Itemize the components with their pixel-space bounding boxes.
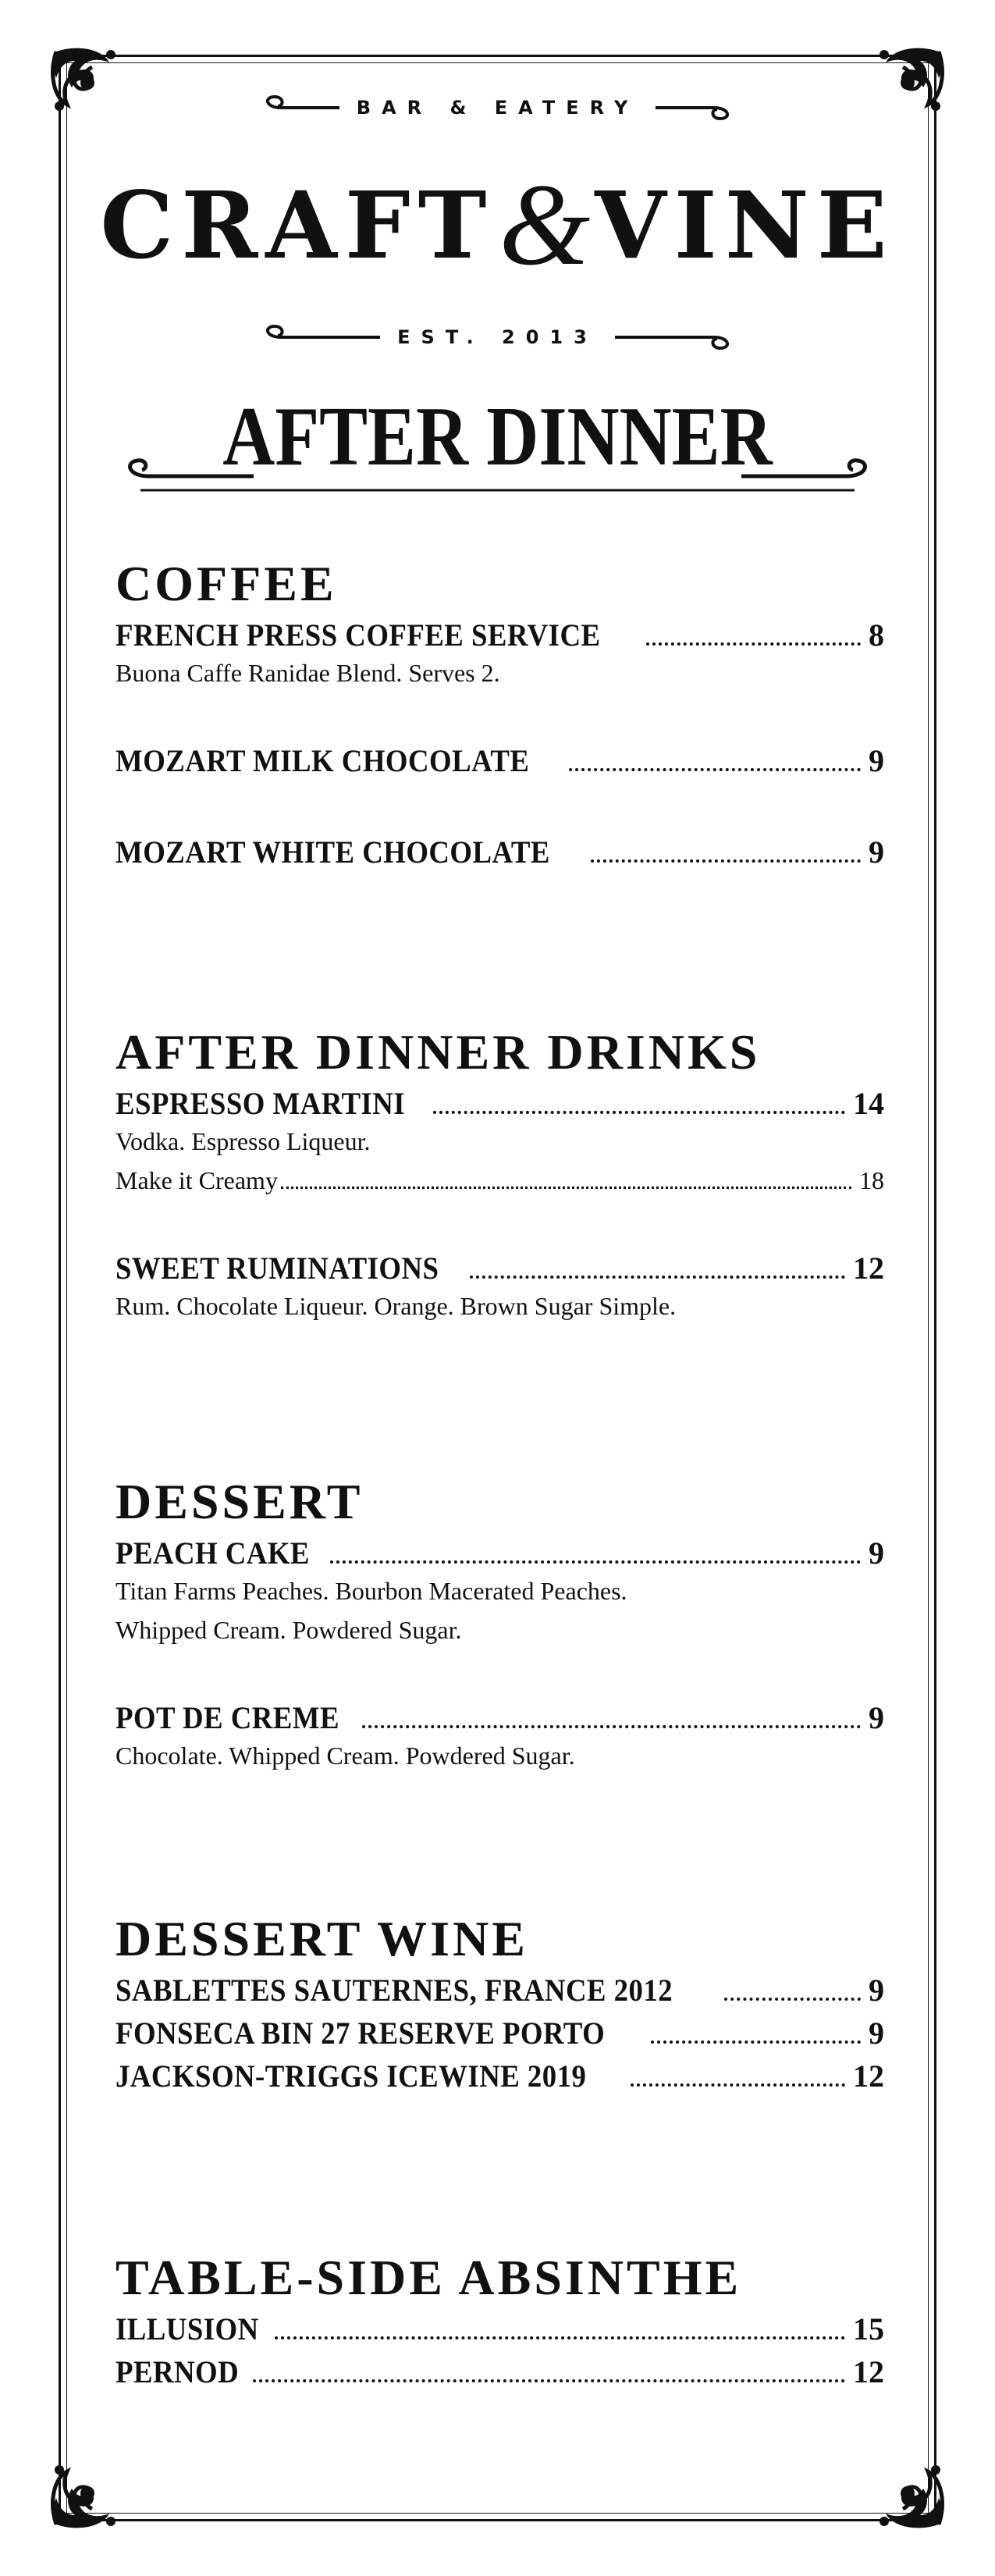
menu-item bbox=[115, 2015, 884, 2051]
item-description: Whipped Cream. Powdered Sugar. bbox=[115, 1616, 462, 1644]
item-price: 9 bbox=[869, 743, 884, 778]
item-description: Rum. Chocolate Liqueur. Orange. Brown Sugar Simple. bbox=[115, 1292, 677, 1320]
menu-item bbox=[115, 2058, 884, 2094]
item-price: 12 bbox=[853, 1251, 884, 1286]
dot-leader bbox=[281, 1187, 851, 1189]
item-price: 8 bbox=[869, 617, 884, 653]
tagline: BAR & EATERY bbox=[339, 97, 656, 119]
established-year: EST. 2013 bbox=[380, 326, 615, 348]
item-price: 15 bbox=[853, 2311, 884, 2347]
item-price: 9 bbox=[869, 2016, 884, 2051]
item-name: MOZART WHITE CHOCOLATE bbox=[115, 834, 550, 870]
section-after-dinner-drinks bbox=[115, 1024, 884, 1375]
corner-flourish-icon bbox=[853, 2439, 947, 2532]
section-dessert bbox=[115, 1474, 884, 1825]
dot-leader bbox=[253, 2379, 845, 2382]
item-name: JACKSON-TRIGGS ICEWINE 2019 bbox=[115, 2058, 587, 2094]
dot-leader bbox=[569, 768, 861, 771]
item-name: SABLETTES SAUTERNES, FRANCE 2012 bbox=[115, 1973, 673, 2008]
item-price: 12 bbox=[853, 2354, 884, 2389]
section-title: AFTER DINNER DRINKS bbox=[115, 1024, 761, 1080]
item-name: ESPRESSO MARTINI bbox=[115, 1086, 406, 1121]
item-price: 14 bbox=[853, 1086, 884, 1121]
variant-name: Make it Creamy bbox=[115, 1166, 278, 1194]
item-description: Vodka. Espresso Liqueur. bbox=[115, 1127, 371, 1155]
item-description: Buona Caffe Ranidae Blend. Serves 2. bbox=[115, 659, 500, 687]
dot-leader bbox=[651, 2041, 861, 2044]
corner-flourish-icon bbox=[853, 44, 947, 137]
item-price: 12 bbox=[853, 2058, 884, 2094]
menu-item bbox=[115, 1972, 884, 2008]
corner-flourish-icon bbox=[48, 2439, 142, 2532]
item-name: PERNOD bbox=[115, 2354, 240, 2389]
dot-leader bbox=[275, 2336, 845, 2339]
section-table-side-absinthe bbox=[115, 2250, 884, 2396]
section-title: DESSERT bbox=[115, 1474, 364, 1529]
item-name: MOZART MILK CHOCOLATE bbox=[115, 743, 530, 778]
item-variant bbox=[115, 1161, 884, 1200]
item-name: SWEET RUMINATIONS bbox=[115, 1251, 439, 1286]
menu-item bbox=[115, 2311, 884, 2347]
section-dessert-wine bbox=[115, 1911, 884, 2101]
item-price: 9 bbox=[869, 1535, 884, 1571]
menu-item bbox=[115, 1535, 884, 1649]
brand-name-left: CRAFT bbox=[100, 171, 495, 279]
brand-name-right: VINE bbox=[595, 171, 895, 279]
section-coffee bbox=[115, 556, 884, 920]
section-title: DESSERT WINE bbox=[115, 1911, 528, 1966]
dot-leader bbox=[646, 642, 861, 646]
item-description: Titan Farms Peaches. Bourbon Macerated Peaches. bbox=[115, 1577, 627, 1605]
brand-logo bbox=[0, 160, 995, 290]
section-title: COFFEE bbox=[115, 556, 337, 611]
page-title: AFTER DINNER bbox=[222, 390, 773, 483]
brand-ampersand: & bbox=[499, 160, 591, 290]
menu-item bbox=[115, 1699, 884, 1775]
menu-item bbox=[115, 1250, 884, 1325]
dot-leader bbox=[433, 1111, 845, 1114]
corner-flourish-icon bbox=[48, 44, 142, 137]
menu-item bbox=[115, 1085, 884, 1200]
menu-item bbox=[115, 617, 884, 692]
item-name: ILLUSION bbox=[115, 2311, 259, 2347]
item-name: FONSECA BIN 27 RESERVE PORTO bbox=[115, 2016, 606, 2051]
dot-leader bbox=[470, 1276, 845, 1279]
menu-item bbox=[115, 742, 884, 779]
dot-leader bbox=[631, 2083, 845, 2087]
variant-price: 18 bbox=[859, 1166, 884, 1194]
dot-leader bbox=[330, 1560, 861, 1564]
item-name: POT DE CREME bbox=[115, 1700, 340, 1735]
tagline-banner bbox=[258, 92, 737, 123]
established-banner bbox=[258, 322, 737, 353]
item-name: PEACH CAKE bbox=[115, 1535, 310, 1571]
section-title: TABLE-SIDE ABSINTHE bbox=[115, 2250, 742, 2305]
dot-leader bbox=[362, 1725, 861, 1728]
item-price: 9 bbox=[869, 1973, 884, 2008]
item-price: 9 bbox=[869, 1700, 884, 1735]
item-name: FRENCH PRESS COFFEE SERVICE bbox=[115, 617, 601, 653]
dot-leader bbox=[724, 1998, 861, 2001]
page-title-banner bbox=[117, 390, 878, 500]
item-description: Chocolate. Whipped Cream. Powdered Sugar. bbox=[115, 1742, 575, 1770]
menu-item bbox=[115, 834, 884, 870]
menu-item bbox=[115, 2354, 884, 2390]
dot-leader bbox=[591, 859, 861, 863]
item-price: 9 bbox=[869, 834, 884, 870]
